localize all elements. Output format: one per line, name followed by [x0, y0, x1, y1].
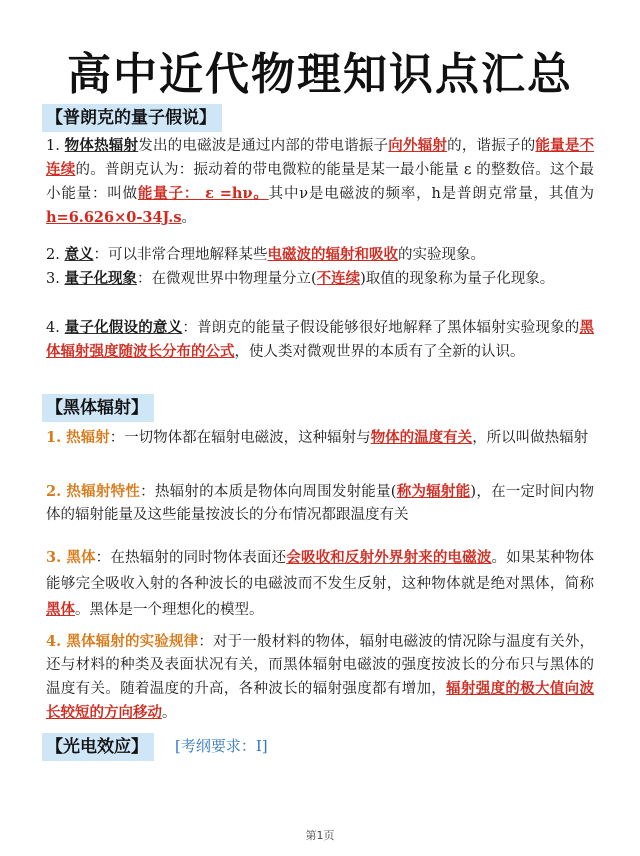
- body-text: ：在热辐射的同时物体表面还: [95, 550, 287, 566]
- exam-requirement-label: [考纲要求：Ⅰ]: [175, 737, 268, 755]
- item-lead: 3. 黑体: [46, 549, 96, 566]
- section-heading-planck: 【普朗克的量子假说】: [42, 104, 222, 132]
- key-term: 物体热辐射: [64, 137, 139, 154]
- body-text: ：一切物体都在辐射电磁波，这种辐射与: [109, 430, 371, 446]
- highlight-text: 能量是不连续: [46, 137, 595, 178]
- highlight-text: 能量子： ε =hν。: [137, 185, 269, 202]
- key-term: 量子化现象: [64, 270, 137, 287]
- body-text: 的。普朗克认为：振动着的带电微粒的能量是某一最小能量 ε 的整数倍。这个最小能量：叫做: [46, 162, 595, 202]
- page-title: 高中近代物理知识点汇总: [67, 49, 573, 100]
- item-number: 3.: [46, 271, 60, 287]
- body-text: ，所以叫做热辐射: [472, 430, 589, 446]
- body-text: ：可以非常合理地解释某些: [93, 247, 268, 263]
- highlight-text: h=6.626×0-34J.s: [46, 209, 182, 226]
- blackbody-paragraph-1: [46, 426, 594, 450]
- body-text: 其中ν是电磁波的频率，h是普朗克常量，其值为: [268, 186, 594, 202]
- section-heading-blackbody: 【黑体辐射】: [42, 394, 154, 422]
- body-text: 发出的电磁波是通过内部的带电谐振子: [138, 138, 389, 154]
- body-text: ：普朗克的能量子假设能够很好地解释了黑体辐射实验现象的: [182, 320, 580, 336]
- blackbody-paragraph-3: [46, 545, 594, 623]
- body-text: 。如果某种物体能够完全吸收入射的各种波长的电磁波而不发生反射，这种物体就是绝对黑体，简称: [46, 550, 595, 592]
- item-number: 4.: [46, 320, 60, 336]
- body-text: 。: [162, 705, 177, 721]
- item-lead: 1. 热辐射: [46, 429, 110, 446]
- section-heading-photoelectric: 【光电效应】: [42, 733, 154, 761]
- key-term: 量子化假设的意义: [64, 319, 183, 336]
- planck-paragraph-1: [46, 134, 594, 230]
- planck-paragraph-3: [46, 267, 594, 291]
- blackbody-paragraph-2: [46, 480, 594, 527]
- body-text: ：热辐射的本质是物体向周围发射能量(: [140, 484, 397, 500]
- body-text: ：在微观世界中物理量分立(: [136, 271, 317, 287]
- highlight-text: 黑体: [46, 601, 75, 618]
- body-text: )取值的现象称为量子化现象。: [360, 271, 555, 287]
- item-lead: 2. 热辐射特性: [46, 483, 141, 500]
- highlight-text: 物体的温度有关: [370, 429, 473, 446]
- planck-paragraph-4: [46, 316, 594, 364]
- body-text: ：对于一般材料的物体，辐射电磁波的情况除与温度有关外，还与材料的种类及表面状况有关，而黑体辐射电磁波的强度按波长的分布只与黑体的温度有关。随着温度的升高，各种波长的辐射强度都有增加，: [46, 634, 595, 697]
- blackbody-paragraph-4: [46, 630, 594, 725]
- item-number: 1.: [46, 138, 60, 154]
- body-text: ，使人类对微观世界的本质有了全新的认识。: [234, 344, 525, 360]
- body-text: 。黑体是一个理想化的模型。: [75, 602, 264, 618]
- body-text: 的，谐振子的: [447, 138, 536, 154]
- planck-paragraph-2: [46, 243, 594, 267]
- highlight-text: 黑体辐射强度随波长分布的公式: [46, 319, 595, 360]
- body-text: 。: [181, 210, 196, 226]
- item-number: 2.: [46, 247, 60, 263]
- highlight-text: 会吸收和反射外界射来的电磁波: [286, 549, 492, 566]
- body-text: 的实验现象。: [397, 247, 485, 263]
- highlight-text: 电磁波的辐射和吸收: [267, 246, 398, 263]
- page-number: 第1页: [305, 829, 335, 842]
- key-term: 意义: [64, 246, 94, 263]
- body-text: )，在一定时间内物体的辐射能量及这些能量按波长的分布情况都跟温度有关: [46, 484, 595, 523]
- highlight-text: 辐射强度的极大值向波长较短的方向移动: [46, 680, 594, 721]
- highlight-text: 不连续: [316, 270, 361, 287]
- highlight-text: 向外辐射: [388, 137, 448, 154]
- item-lead: 4. 黑体辐射的实验规律: [46, 633, 199, 650]
- highlight-text: 称为辐射能: [396, 483, 471, 500]
